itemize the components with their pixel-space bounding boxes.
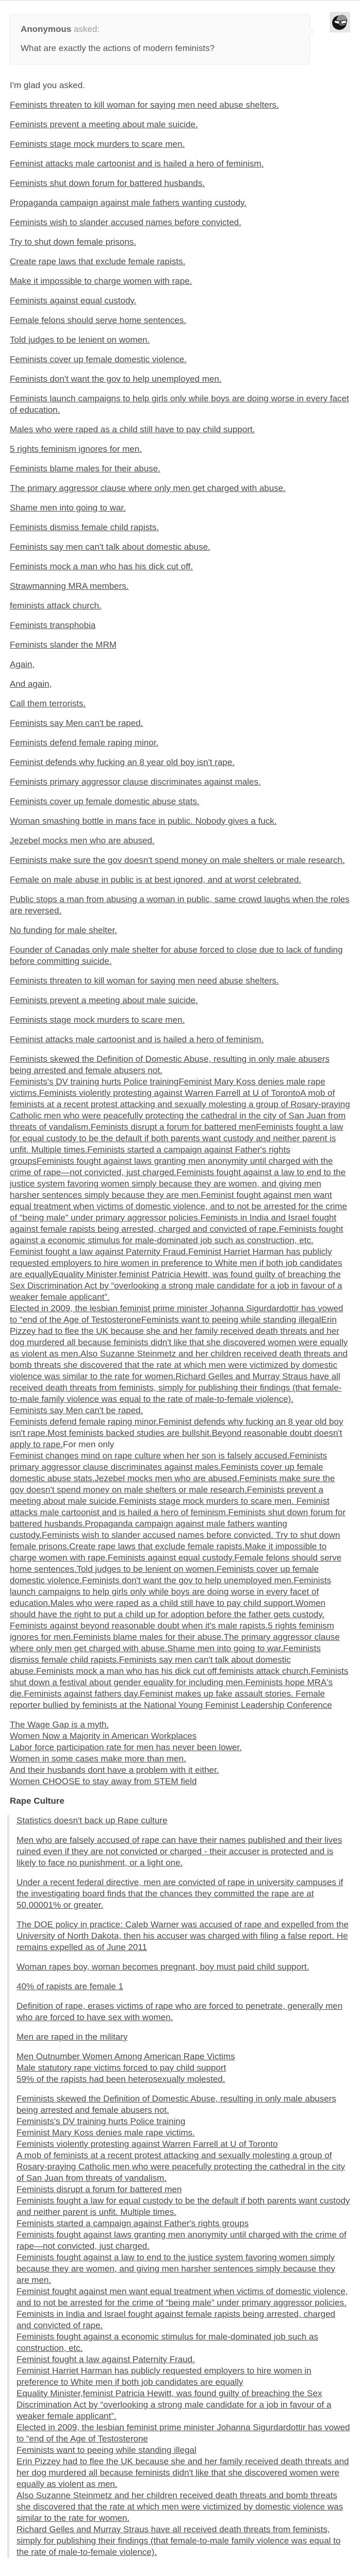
answer-paragraph: [10, 894, 350, 917]
answer-link[interactable]: 59% of the rapists had been heterosexually molested.: [17, 2074, 225, 2084]
answer-paragraph: [10, 776, 350, 788]
answer-link[interactable]: Elected in 2009, the lesbian feminist prime minister Johanna Sigurdardottir has vowed to “end of the Age of TestosteroneFeminists want to peeing while standing illegalErin Pizzey had to flee the UK because she and her family received death threats and her dog murdered all because feminists didn't like that she discovered women were equally as violent as men.Also Suzanne Steinmetz and her children received death threats and bomb threats she discovered that the rate at which men were victimized by domestic violence was similar to the rate for women.Richard Gelles and Murray Straus have all received death threats from feminists, simply for publishing their findings (that female-to-male family violence was equal to the rate of male-to-female violence).: [10, 1303, 348, 1404]
answer-link[interactable]: Feminists against equal custody.: [10, 296, 137, 306]
answer-paragraph: [10, 620, 350, 631]
answer-link[interactable]: Jezebel mocks men who are abused.: [10, 836, 155, 845]
answer-link[interactable]: Feminists primary aggressor clause discriminates against males.: [10, 777, 261, 787]
post-body: [0, 14, 360, 2576]
answer-link[interactable]: Feminists disrupt a forum for battered men: [17, 2184, 182, 2194]
answer-paragraph: [10, 995, 350, 1006]
answer-link[interactable]: Female on male abuse in public is at best ignored, and at worst celebrated.: [10, 875, 302, 885]
answer-link[interactable]: Feminists skewed the Definition of Domestic Abuse, resulting in only male abusers being arrested and female abusers not.: [17, 2094, 336, 2115]
answer-link[interactable]: Propaganda campaign against male fathers wanting custody.: [10, 198, 247, 208]
answer-paragraph: [10, 855, 350, 866]
answer-paragraph: [10, 944, 350, 967]
answer-link[interactable]: Feminists say Men can't be raped.: [10, 718, 143, 728]
answer-paragraph: [17, 2001, 350, 2023]
answer-paragraph: [10, 295, 350, 307]
answer-paragraph: [10, 600, 350, 612]
answer-paragraph: [10, 139, 350, 150]
answer-paragraph: [17, 2031, 350, 2043]
answer-link[interactable]: Feminists's DV training hurts Police training: [17, 2116, 186, 2126]
answer-link[interactable]: Feminist Harriet Harman has publicly requested employers to hire women in preference to White men if both job candidates are equally: [17, 2366, 312, 2387]
answer-text: I'm glad you asked.: [10, 80, 85, 90]
answer-link[interactable]: Woman smashing bottle in mans face in public. Nobody gives a fuck.: [10, 816, 277, 826]
answer-link[interactable]: And their husbands dont have a problem with it either.: [10, 1765, 219, 1775]
answer-link[interactable]: Feminist Mary Koss denies male rape victims.: [17, 2128, 195, 2138]
answer-link[interactable]: Richard Gelles and Murray Straus have all received death threats from feminists, simply for publishing their findings (that female-to-male family violence was equal to the rate of male-to-female violence).: [17, 2524, 341, 2557]
answer-paragraph: [10, 276, 350, 287]
answer-link[interactable]: Feminists want to peeing while standing illegal: [17, 2445, 197, 2455]
moon-sunglasses-avatar-icon: [330, 12, 350, 32]
answer-link[interactable]: Feminists in India and Israel fought against female rapists being arrested, charged and convicted of rape.: [17, 2309, 336, 2330]
answer-paragraph: [10, 197, 350, 209]
answer-link[interactable]: Feminists launch campaigns to help girls only while boys are doing worse in every facet of education.: [10, 394, 349, 415]
answer-body: [10, 80, 350, 2558]
answer-paragraph: [10, 119, 350, 130]
question-text: What are exactly the actions of modern feminists?: [21, 43, 215, 53]
answer-link[interactable]: Feminists started a campaign against Father's rights groups: [17, 2218, 249, 2228]
answer-paragraph: [10, 561, 350, 572]
answer-intro: [10, 80, 350, 91]
answer-link[interactable]: Feminists cover up female domestic violence.: [10, 354, 187, 364]
answer-link[interactable]: 40% of rapists are female 1: [17, 1981, 123, 1991]
answer-link[interactable]: Under a recent federal directive, men are convicted of rape in university campuses if the investigating board finds that the chances they committed the rape are at 50.00001% or greater.: [17, 1877, 343, 1910]
answer-link[interactable]: Feminists fought against a economic stimulus for male-dominated job such as construction, etc.: [17, 2332, 318, 2353]
answer-paragraph: [10, 975, 350, 987]
answer-link[interactable]: Feminists prevent a meeting about male suicide.: [10, 120, 198, 129]
rape-culture-heading: Rape Culture: [10, 1796, 64, 1806]
answer-paragraph: [10, 315, 350, 326]
answer-paragraph: [10, 463, 350, 474]
answer-paragraph: [10, 334, 350, 346]
answer-paragraph: [10, 757, 350, 768]
answer-link[interactable]: Feminists defend female raping minor.Feminist defends why fucking an 8 year old boy isn't rape.Most feminists backed studies are bullshit.Beyond reasonable doubt doesn't apply to rape.: [10, 1417, 343, 1449]
answer-link[interactable]: The DOE policy in practice: Caleb Warner was accused of rape and expelled from the University of North Dakota, then his accuser was charged with filing a false report. He remains expelled as of June 2011: [17, 1920, 349, 1952]
answer-paragraph: [10, 581, 350, 592]
answer-link[interactable]: Feminists stage mock murders to scare men.: [10, 1015, 185, 1025]
answer-paragraph: [10, 796, 350, 807]
answer-link[interactable]: feminists attack church.: [10, 601, 102, 611]
answer-link[interactable]: Feminists don't want the gov to help unemployed men.: [10, 374, 222, 384]
answer-link[interactable]: A mob of feminists at a recent protest attacking and sexually molesting a group of Rosary-praying Catholic men who were peacefully protecting the cathedral in the city of San Juan from threats of vandalism.: [17, 2150, 345, 2183]
avatar[interactable]: [330, 12, 350, 32]
answer-link[interactable]: Statistics doesn't back up Rape culture: [17, 1816, 168, 1825]
answer-link[interactable]: Feminists shut down forum for battered husbands.: [10, 178, 205, 188]
answer-paragraph: [10, 483, 350, 494]
answer-link[interactable]: Erin Pizzey had to flee the UK because she and her family received death threats and her dog murdered all because feminists didn't like that she discovered women were equally as violent as men.: [17, 2456, 349, 2489]
answer-paragraph: [10, 718, 350, 729]
answer-paragraph: [10, 1034, 350, 1045]
answer-link[interactable]: Feminists violently protesting against Warren Farrell at U of Toronto: [17, 2139, 278, 2149]
answer-paragraph: [17, 1919, 350, 1953]
wage-gap-paragraph: [10, 1719, 350, 1787]
answer-link[interactable]: Feminist defends why fucking an 8 year old boy isn't rape.: [10, 757, 235, 767]
answer-paragraph: [17, 1835, 350, 1869]
answer-link[interactable]: 5 rights feminism ignores for men.: [10, 444, 142, 454]
answer-link[interactable]: Feminists slander the MRM: [10, 640, 117, 650]
answer-paragraph: [10, 816, 350, 827]
answer-link[interactable]: Feminists prevent a meeting about male suicide.: [10, 995, 198, 1005]
answer-link[interactable]: And again,: [10, 679, 52, 689]
answer-link[interactable]: Men who are falsely accused of rape can have their names published and their lives ruined even if they are not convicted or charged - their accuser is protected and is likely to face no punishment, or a light one.: [17, 1835, 342, 1868]
answer-paragraph: [17, 1877, 350, 1911]
question-box: [10, 14, 310, 64]
answer-paragraph: [10, 1014, 350, 1026]
answer-link[interactable]: Create rape laws that exclude female rapists.: [10, 257, 186, 266]
answer-paragraph: [17, 1961, 350, 1973]
answer-paragraph: [10, 178, 350, 189]
answer-link[interactable]: Feminists stage mock murders to scare men.: [10, 139, 185, 149]
answer-link[interactable]: Feminists cover up female domestic abuse stats.: [10, 796, 200, 806]
answer-text: For men only: [63, 1439, 114, 1449]
answer-link[interactable]: Feminists say Men can't be raped.: [10, 1405, 143, 1415]
answer-link[interactable]: Feminists make sure the gov doesn't spend money on male shelters or male research.: [10, 855, 345, 865]
answer-paragraph: [10, 424, 350, 435]
answer-link[interactable]: Feminists blame males for their abuse.: [10, 464, 160, 473]
answer-link[interactable]: Try to shut down female prisons.: [10, 237, 137, 247]
answer-link[interactable]: Feminists threaten to kill woman for saying men need abuse shelters.: [10, 976, 279, 986]
answer-paragraph: [10, 639, 350, 651]
answer-paragraph: [10, 374, 350, 385]
answer-link[interactable]: Elected in 2009, the lesbian feminist prime minister Johanna Sigurdardottir has vowed to “end of the Age of Testosterone: [17, 2422, 350, 2444]
answer-link[interactable]: Feminists transphobia: [10, 620, 96, 630]
answer-paragraph: [10, 874, 350, 886]
answer-paragraph: [10, 925, 350, 936]
answer-paragraph: [10, 502, 350, 514]
answer-link[interactable]: Feminist fought against men want equal treatment when victims of domestic violence, and to not be arrested for the crime of “being male” under primary aggressor policies.: [17, 2286, 348, 2308]
answer-link[interactable]: Again,: [10, 659, 35, 669]
answer-link[interactable]: Definition of rape, erases victims of rape who are forced to penetrate, generally men who are forced to have sex with women.: [17, 2001, 343, 2022]
answer-paragraph: [10, 835, 350, 846]
answer-link[interactable]: Make it impossible to charge women with rape.: [10, 276, 192, 286]
answer-link[interactable]: Feminists wish to slander accused names before convicted.: [10, 217, 241, 227]
answer-link[interactable]: Told judges to be lenient on women.: [10, 335, 150, 345]
ask-question-row: [10, 14, 350, 64]
answer-link[interactable]: Male statutory rape victims forced to pay child support: [17, 2063, 226, 2073]
answer-link[interactable]: Feminist fought a law against Paternity Fraud.: [17, 2354, 195, 2364]
answer-link[interactable]: Female felons should serve home sentences.: [10, 315, 187, 325]
rape-culture-blockquote: [7, 1815, 350, 2558]
answer-link[interactable]: Feminists fought against laws granting men anonymity until charged with the crime of rape—not convicted, just charged.: [17, 2230, 347, 2251]
answer-paragraph: [10, 444, 350, 455]
answer-paragraph: [10, 158, 350, 170]
answer-paragraph: [10, 698, 350, 709]
answer-paragraph: [10, 99, 350, 111]
answer-link[interactable]: No funding for male shelter.: [10, 925, 117, 935]
answer-paragraph: [10, 541, 350, 553]
asked-label: asked:: [71, 24, 100, 34]
answer-link[interactable]: Call them terrorists.: [10, 699, 86, 708]
answer-paragraph: [10, 217, 350, 228]
asker-line: [21, 24, 299, 35]
answer-link[interactable]: Feminist attacks male cartoonist and is hailed a hero of feminism.: [10, 1035, 264, 1044]
answer-paragraph: [10, 679, 350, 690]
rape-stats-paragraph: [17, 2051, 350, 2085]
answer-link[interactable]: Founder of Canadas only male shelter for abuse forced to close due to lack of funding before committing suicide.: [10, 945, 343, 966]
answer-link[interactable]: Men are raped in the military: [17, 2032, 128, 2042]
answer-link[interactable]: Males who were raped as a child still have to pay child support.: [10, 425, 255, 434]
answer-paragraph: [10, 659, 350, 670]
asker-name: Anonymous: [21, 24, 72, 34]
answer-link[interactable]: Equality Minister,feminist Patricia Hewitt, was found guilty of breaching the Sex Discrimination Act by “overlooking a strong male candidate for a job in favour of a weaker female applicant”.: [17, 2388, 332, 2421]
answer-link[interactable]: Feminists skewed the Definition of Domestic Abuse, resulting in only male abusers being arrested and female abusers not.: [10, 1054, 330, 1075]
answer-link[interactable]: Public stops a man from abusing a woman in public, same crowd laughs when the roles are reversed.: [10, 894, 350, 916]
answer-paragraph: [10, 393, 350, 416]
answer-link[interactable]: Feminists mock a man who has his dick cut off.: [10, 562, 193, 571]
answer-link[interactable]: Strawmanning MRA members.: [10, 581, 129, 591]
answer-link[interactable]: Feminists say men can't talk about domestic abuse.: [10, 542, 210, 552]
answer-link[interactable]: Women in some cases make more than men.: [10, 1754, 186, 1764]
answer-link[interactable]: Feminists defend female raping minor.: [10, 738, 159, 748]
answer-link[interactable]: Feminists fought against a law to end to the justice system favoring women simply because they are women, and giving men harsher sentences simply because they are men.: [17, 2252, 336, 2285]
answer-link[interactable]: Shame men into going to war.: [10, 503, 126, 513]
answer-link[interactable]: Feminist fought a law against Paternity Fraud.Feminist Harriet Harman has publicly requested employers to hire women in preference to White men if both job candidates are equallyEquality Minister,feminist Patricia Hewitt, was found guilty of breaching the Sex Discrimination Act by “overlooking a strong male candidate for a job in favour of a weaker female applicant”.: [10, 1247, 342, 1302]
answer-paragraph: [10, 256, 350, 267]
answer-link[interactable]: The primary aggressor clause where only men get charged with abuse.: [10, 483, 286, 493]
answer-link[interactable]: Men Outnumber Women Among American Rape Victims: [17, 2052, 235, 2061]
answer-paragraph: [17, 1815, 350, 1826]
answer-link[interactable]: Also Suzanne Steinmetz and her children received death threats and bomb threats she discovered that the rate at which men were victimized by domestic violence was similar to the rate for women.: [17, 2490, 343, 2523]
answer-link[interactable]: Labor force participation rate for men has never been lower.: [10, 1742, 242, 1752]
quote-link-list-paragraph: [17, 2093, 350, 2558]
answer-link[interactable]: The Wage Gap is a myth.: [10, 1720, 109, 1730]
answer-link[interactable]: Feminist changes mind on rape culture when her son is falsely accused.Feminists primary aggressor clause discriminates against males.Feminists cover up female domestic abuse stats.Jezebel mocks men who are abused.Feminists make sure the gov doesn't spend money on male shelters or male research.Feminists prevent a meeting about male suicide.Feminists stage mock murders to scare men. Feminist attacks male cartoonist and is hailed a hero of feminism.Feminists shut down forum for battered husbands.Propaganda campaign against male fathers wanting custody.Feminists wish to slander accused names before convicted. Try to shut down female prisons.Create rape laws that exclude female rapists.Make it impossible to charge women with rape.Feminists against equal custody.Female felons should serve home sentences.Told judges to be lenient on women.Feminists cover up female domestic violence.Feminists don't want the gov to help unemployed men.Feminists launch campaigns to help girls only while boys are doing worse in every facet of education.Males who were raped as a child still have to pay child support.Women should have the right to put a child up for adoption before the father gets custody.: [10, 1451, 346, 1619]
answer-link[interactable]: Women Now a Majority in American Workplaces: [10, 1731, 197, 1741]
answer-link[interactable]: Feminists's DV training hurts Police trainingFeminist Mary Koss denies male rape victims.Feminists violently protesting against Warren Farrell at U of TorontoA mob of feminists at a recent protest attacking and sexually molesting a group of Rosary-praying Catholic men who were peacefully protecting the cathedral in the city of San Juan from threats of vandalism.Feminists disrupt a forum for battered menFeminists fought a law for equal custody to be the default if both parents want custody and neither parent is unfit. Multiple times.Feminists started a campaign against Father's rights groupsFeminists fought against laws granting men anonymity until charged with the crime of rape—not convicted, just charged.Feminists fought against a law to end to the justice system favoring women simply because they are women, and giving men harsher sentences simply because they are men.Feminist fought against men want equal treatment when victims of domestic violence, and to not be arrested for the crime of “being male” under primary aggressor policies.Feminists in India and Israel fought against female rapists being arrested, charged and convicted of rape.Feminists fought against a economic stimulus for male-dominated job such as construction, etc.: [10, 1077, 350, 1245]
answer-paragraph: [17, 1981, 350, 1992]
answer-link[interactable]: Feminist attacks male cartoonist and is hailed a hero of feminism.: [10, 159, 264, 168]
answer-link[interactable]: Women CHOOSE to stay away from STEM field: [10, 1776, 197, 1786]
answer-paragraph: [10, 354, 350, 365]
answer-link[interactable]: Feminists dismiss female child rapists.: [10, 522, 159, 532]
answer-link[interactable]: Feminists against beyond reasonable doubt when it's male rapists.5 rights feminism ignores for men.Feminists blame males for their abuse.The primary aggressor clause where only men get charged with abuse.Shame men into going to war.Feminists dismiss female child rapists.Feminists say men can't talk about domestic abuse.Feminists mock a man who has his dick cut off.feminists attack church.Feminists shut down a festival about gender equality for including men.Feminists hope MRA's die.Feminists against fathers day.Feminist makes up fake assault stories. Female reporter bullied by feminists at the National Young Feminist Leadership Conference: [10, 1621, 349, 1710]
answer-paragraph: [10, 522, 350, 533]
answer-link[interactable]: Feminists threaten to kill woman for saying men need abuse shelters.: [10, 100, 279, 110]
answer-link[interactable]: Feminists fought a law for equal custody to be the default if both parents want custody and neither parent is unfit. Multiple times.: [17, 2196, 350, 2217]
run-on-links-paragraph: [10, 1054, 350, 1711]
answer-paragraph: [10, 737, 350, 749]
answer-link[interactable]: Woman rapes boy, woman becomes pregnant, boy must paid child support.: [17, 1962, 309, 1972]
answer-paragraph: [10, 236, 350, 248]
